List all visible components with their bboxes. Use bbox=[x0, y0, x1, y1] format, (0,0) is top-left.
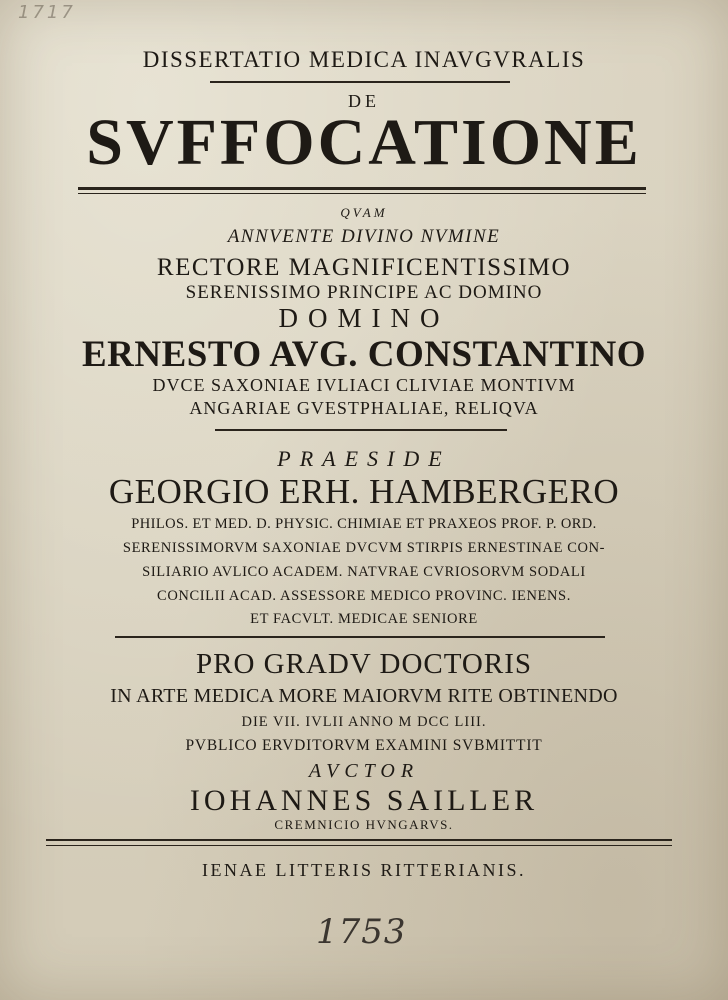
de-label: DE bbox=[348, 91, 380, 111]
qvam-label: QVAM bbox=[340, 205, 388, 220]
main-title: SVFFOCATIONE bbox=[86, 106, 642, 179]
double-rule-top-thin bbox=[78, 193, 646, 194]
auctor-label: AVCTOR bbox=[308, 760, 420, 782]
praeses-title-2: SERENISSIMORVM SAXONIAE DVCVM STIRPIS ERNESTINAE CON- bbox=[122, 540, 606, 556]
rectore-line: RECTORE MAGNIFICENTISSIMO bbox=[156, 254, 572, 281]
in-arte-line: IN ARTE MEDICA MORE MAIORVM RITE OBTINENDO bbox=[110, 685, 618, 707]
date-line: DIE VII. IVLII ANNO M DCC LIII. bbox=[241, 714, 487, 730]
gradus-heading: PRO GRADV DOCTORIS bbox=[196, 648, 532, 680]
annvente-line: ANNVENTE DIVINO NVMINE bbox=[227, 226, 501, 247]
dvce-line: DVCE SAXONIAE IVLIACI CLIVIAE MONTIVM bbox=[152, 375, 576, 395]
rule-after-praeses bbox=[115, 636, 605, 638]
serenissimo-line: SERENISSIMO PRINCIPE AC DOMINO bbox=[185, 282, 543, 303]
double-rule-bottom-thick bbox=[46, 839, 672, 841]
dissertation-heading: DISSERTATIO MEDICA INAVGVRALIS bbox=[142, 47, 586, 72]
praeses-title-5: ET FACVLT. MEDICAE SENIORE bbox=[250, 611, 478, 627]
praeses-title-3: SILIARIO AVLICO ACADEM. NATVRAE CVRIOSORVM SODALI bbox=[142, 564, 586, 580]
patron-name: ERNESTO AVG. CONSTANTINO bbox=[81, 334, 647, 375]
praeside-label: PRAESIDE bbox=[277, 446, 451, 471]
praeses-title-4: CONCILII ACAD. ASSESSORE MEDICO PROVINC. IENENS. bbox=[157, 588, 571, 604]
praeses-title-1: PHILOS. ET MED. D. PHYSIC. CHIMIAE ET PRAXEOS PROF. P. ORD. bbox=[131, 516, 597, 532]
publico-line: PVBLICO ERVDITORVM EXAMINI SVBMITTIT bbox=[185, 737, 543, 754]
imprint: IENAE LITTERIS RITTERIANIS. bbox=[202, 860, 526, 880]
corner-handwriting: 1717 bbox=[18, 2, 76, 23]
domino-line: DOMINO bbox=[278, 303, 450, 333]
author-origin: CREMNICIO HVNGARVS. bbox=[274, 817, 454, 832]
praeses-name: GEORGIO ERH. HAMBERGERO bbox=[108, 472, 620, 511]
double-rule-bottom-thin bbox=[46, 845, 672, 846]
angariae-line: ANGARIAE GVESTPHALIAE, RELIQVA bbox=[189, 398, 539, 418]
author-name: IOHANNES SAILLER bbox=[189, 784, 539, 817]
rule-after-dedication bbox=[215, 429, 507, 431]
handwritten-year: 1753 bbox=[316, 912, 407, 952]
rule-under-heading bbox=[210, 81, 510, 83]
double-rule-top-thick bbox=[78, 187, 646, 190]
